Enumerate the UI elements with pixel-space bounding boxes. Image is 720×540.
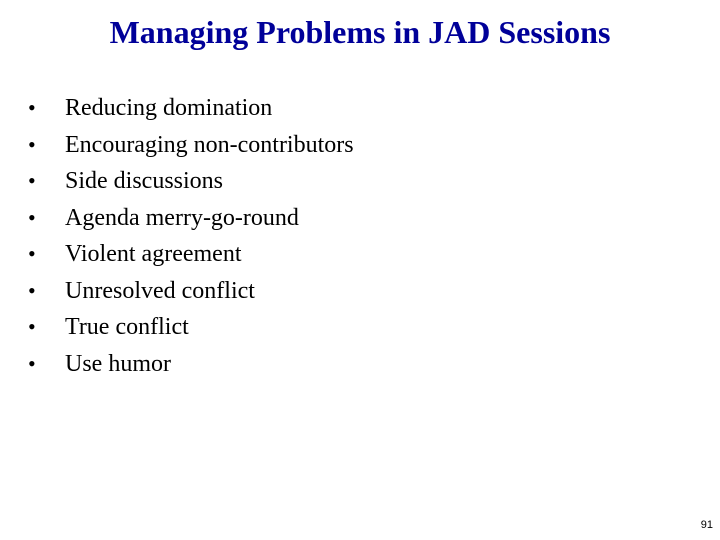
bullet-item [28,200,354,237]
bullet-text: Use humor [65,350,171,377]
bullet-text: Agenda merry-go-round [65,204,299,231]
bullet-item [28,163,354,200]
bullet-item [28,127,354,164]
bullet-list [28,90,354,382]
bullet-item [28,273,354,310]
bullet-icon: • [28,168,36,193]
bullet-text: Encouraging non-contributors [65,131,354,158]
bullet-text: Violent agreement [65,241,242,267]
bullet-item [28,309,354,346]
slide-title: Managing Problems in JAD Sessions [109,14,611,50]
page-number: 91 [700,519,713,531]
bullet-text: Reducing domination [65,95,273,121]
bullet-item [28,90,354,127]
bullet-text: Unresolved conflict [65,277,255,304]
bullet-item [28,236,354,273]
bullet-icon: • [28,350,36,376]
bullet-icon: • [28,277,36,303]
bullet-icon: • [28,314,36,339]
bullet-icon: • [28,95,36,120]
bullet-text: True conflict [65,314,189,340]
bullet-text: Side discussions [65,168,224,194]
bullet-icon: • [28,241,36,266]
bullet-icon: • [28,131,36,157]
bullet-icon: • [28,204,36,230]
bullet-item [28,346,354,383]
